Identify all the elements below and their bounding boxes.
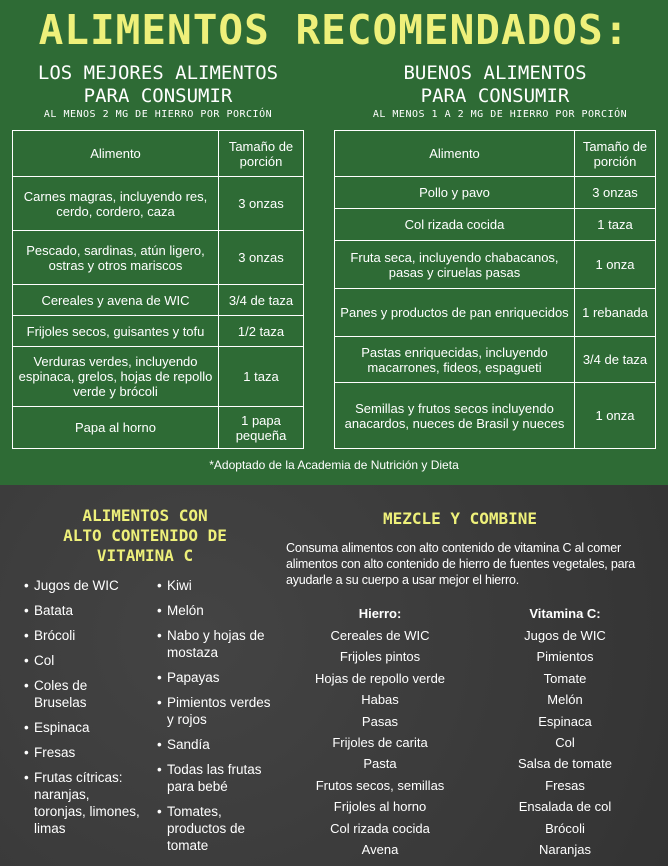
- header-portion: Tamaño de porción: [575, 131, 656, 177]
- table-row: [13, 407, 304, 449]
- mix-description: Consuma alimentos con alto contenido de vitamina C al comer alimentos con alto contenido de hierro de fuentes vegetales, para ayudarle a su cuerpo a usar mejor el hierro.: [286, 541, 636, 587]
- list-item: • Frutas cítricas: naranjas, toronjas, limones, limas: [24, 769, 144, 837]
- table-row: [335, 241, 656, 289]
- table-row: [335, 289, 656, 337]
- portion-cell: 1 papa pequeña: [219, 407, 304, 449]
- iron-heading: Hierro:: [358, 606, 402, 621]
- header-food: Alimento: [13, 131, 219, 177]
- list-item: Frijoles pintos: [339, 649, 421, 665]
- list-item: • Batata: [24, 602, 154, 619]
- list-item: • Col: [24, 652, 154, 669]
- list-item: Habas: [361, 692, 399, 708]
- portion-cell: 1 taza: [575, 209, 656, 241]
- food-cell: Papa al horno: [13, 407, 219, 449]
- list-item: Cereales de WIC: [330, 628, 430, 643]
- list-item: Col rizada cocida: [330, 820, 430, 836]
- food-cell: Pescado, sardinas, atún ligero, ostras y otros mariscos: [13, 231, 219, 285]
- mix-title: MEZCLE Y COMBINE: [382, 509, 538, 528]
- table-row: [13, 316, 304, 347]
- list-item: Col: [555, 734, 575, 750]
- right-heading-line2: PARA CONSUMIR: [420, 85, 570, 107]
- best-foods-table: [12, 130, 304, 449]
- list-item: • Fresas: [24, 744, 154, 761]
- iron-foods-list: [290, 625, 470, 860]
- food-cell: Frijoles secos, guisantes y tofu: [13, 316, 219, 347]
- food-cell: Semillas y frutos secos incluyendo anacardos, nueces de Brasil y nueces: [335, 383, 575, 449]
- list-item: • Papayas: [157, 669, 277, 686]
- table-header-row: [335, 131, 656, 177]
- portion-cell: 3 onzas: [219, 231, 304, 285]
- list-item: • Brócoli: [24, 627, 154, 644]
- portion-cell: 1/2 taza: [219, 316, 304, 347]
- portion-cell: 3 onzas: [575, 177, 656, 209]
- food-cell: Panes y productos de pan enriquecidos: [335, 289, 575, 337]
- list-item: Salsa de tomate: [518, 756, 612, 772]
- table-row: [335, 177, 656, 209]
- list-item: Jugos de WIC: [524, 628, 606, 643]
- list-item: • Kiwi: [157, 577, 277, 594]
- list-item: Frijoles al horno: [333, 799, 427, 815]
- list-item: Melón: [547, 692, 583, 708]
- portion-cell: 3/4 de taza: [219, 285, 304, 316]
- table-row: [335, 337, 656, 383]
- list-item: Naranjas: [538, 841, 592, 857]
- page-title: ALIMENTOS RECOMENDADOS:: [38, 6, 630, 54]
- portion-cell: 1 onza: [575, 241, 656, 289]
- list-item: • Pimientos verdes y rojos: [157, 694, 277, 728]
- portion-cell: 1 rebanada: [575, 289, 656, 337]
- header-portion: Tamaño de porción: [219, 131, 304, 177]
- table-row: [13, 347, 304, 407]
- list-item: Pimientos: [536, 649, 594, 665]
- list-item: Pasta: [363, 756, 397, 772]
- food-cell: Verduras verdes, incluyendo espinaca, grelos, hojas de repollo verde y brócoli: [13, 347, 219, 407]
- list-item: Pasas: [361, 713, 399, 729]
- food-cell: Pollo y pavo: [335, 177, 575, 209]
- vitamin-c-list-b: [157, 577, 277, 862]
- food-cell: Carnes magras, incluyendo res, cerdo, cordero, caza: [13, 177, 219, 231]
- list-item: • Todas las frutas para bebé: [157, 761, 277, 795]
- list-item: • Melón: [157, 602, 277, 619]
- list-item: Fresas: [545, 777, 585, 793]
- list-item: Tomate: [543, 670, 587, 686]
- left-heading: [8, 62, 308, 108]
- table-row: [335, 383, 656, 449]
- portion-cell: 3 onzas: [219, 177, 304, 231]
- food-cell: Cereales y avena de WIC: [13, 285, 219, 316]
- list-item: Espinaca: [538, 713, 592, 729]
- food-cell: Fruta seca, incluyendo chabacanos, pasas y ciruelas pasas: [335, 241, 575, 289]
- right-heading-line1: BUENOS ALIMENTOS: [403, 62, 587, 84]
- vitamin-c-title-line3: VITAMINA C: [96, 546, 194, 565]
- list-item: Avena: [361, 841, 399, 857]
- left-subheading: AL MENOS 2 MG DE HIERRO POR PORCIÓN: [43, 109, 273, 120]
- portion-cell: 1 taza: [219, 347, 304, 407]
- table-row: [13, 285, 304, 316]
- list-item: Frijoles de carita: [332, 734, 428, 750]
- right-heading: [340, 62, 650, 108]
- left-heading-line1: LOS MEJORES ALIMENTOS: [37, 62, 279, 84]
- table-row: [13, 231, 304, 285]
- vitamin-c-title: [30, 506, 260, 566]
- list-item: • Sandía: [157, 736, 277, 753]
- table-row: [335, 209, 656, 241]
- footnote: *Adoptado de la Academia de Nutrición y Dieta: [209, 458, 459, 472]
- table-row: [13, 177, 304, 231]
- list-item: Hojas de repollo verde: [314, 670, 446, 686]
- list-item: Brócoli: [545, 820, 585, 836]
- list-item: • Coles de Bruselas: [24, 677, 114, 711]
- list-item: • Tomates, productos de tomate: [157, 803, 277, 854]
- list-item: • Nabo y hojas de mostaza: [157, 627, 277, 661]
- header-food: Alimento: [335, 131, 575, 177]
- food-cell: Col rizada cocida: [335, 209, 575, 241]
- vitamin-c-list-a: [24, 577, 154, 845]
- list-item: Frutos secos, semillas: [315, 777, 445, 793]
- table-header-row: [13, 131, 304, 177]
- good-foods-table: [334, 130, 656, 449]
- right-subheading: AL MENOS 1 A 2 MG DE HIERRO POR PORCIÓN: [372, 109, 628, 120]
- vitamin-c-foods-list: [485, 625, 645, 860]
- portion-cell: 3/4 de taza: [575, 337, 656, 383]
- portion-cell: 1 onza: [575, 383, 656, 449]
- list-item: • Jugos de WIC: [24, 577, 154, 594]
- list-item: • Espinaca: [24, 719, 154, 736]
- vitamin-c-title-line2: ALTO CONTENIDO DE: [63, 526, 227, 545]
- vitamin-c-title-line1: ALIMENTOS CON: [82, 506, 208, 525]
- vitamin-c-heading: Vitamina C:: [529, 606, 601, 621]
- list-item: Ensalada de col: [518, 799, 612, 815]
- left-heading-line2: PARA CONSUMIR: [83, 85, 233, 107]
- food-cell: Pastas enriquecidas, incluyendo macarrones, fideos, espagueti: [335, 337, 575, 383]
